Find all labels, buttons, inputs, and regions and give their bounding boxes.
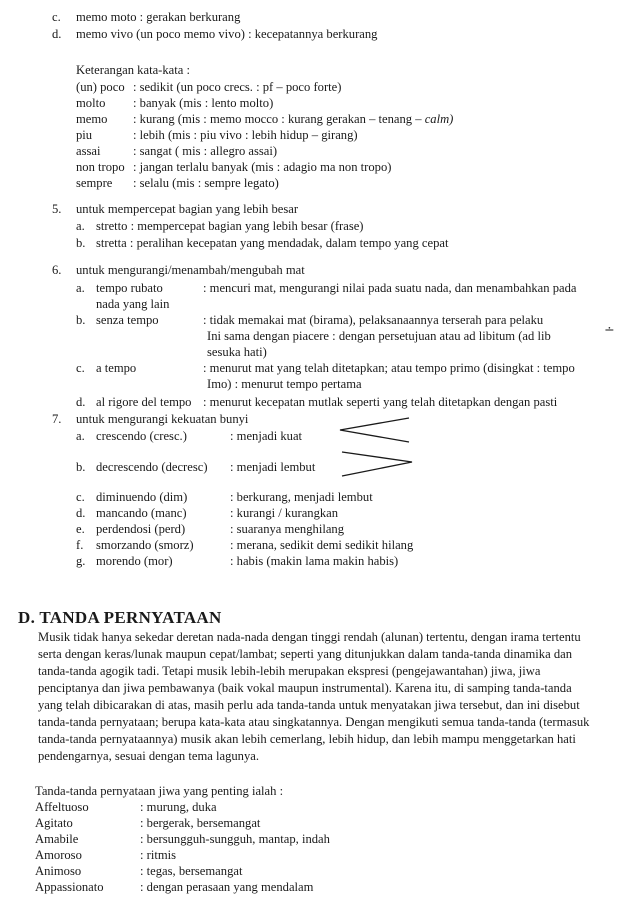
term: crescendo (cresc.) [96, 429, 187, 443]
paragraph-line: Musik tidak hanya sekedar deretan nada-nada dengan tinggi rendah (alunan) tertentu, dengan irama tertentu [38, 630, 581, 644]
section-number: 7. [52, 412, 62, 426]
term: sempre [76, 176, 113, 190]
term-desc: : lebih (mis : piu vivo : lebih hidup – girang) [133, 128, 358, 142]
term-desc: : menjadi lembut [230, 460, 316, 474]
term-desc: : sangat ( mis : allegro assai) [133, 144, 278, 158]
list-marker: c. [76, 361, 85, 375]
term-desc: : bergerak, bersemangat [140, 816, 261, 830]
term-desc: : bersungguh-sungguh, mantap, indah [140, 832, 330, 846]
term: diminuendo (dim) [96, 490, 188, 504]
term: a tempo [96, 361, 137, 375]
term: decrescendo (decresc) [96, 460, 208, 474]
list-marker: b. [76, 460, 86, 474]
term: Agitato [35, 816, 73, 830]
term: non tropo [76, 160, 125, 174]
term-desc: : suaranya menghilang [230, 522, 345, 536]
term-desc-italic: calm) [424, 112, 454, 126]
list-marker: e. [76, 522, 85, 536]
term-desc: : ritmis [140, 848, 177, 862]
term-desc: : merana, sedikit demi sedikit hilang [230, 538, 414, 552]
decrescendo-hairpin-icon [340, 450, 414, 478]
term-desc: : kurangi / kurangkan [230, 506, 339, 520]
term: perdendosi (perd) [96, 522, 186, 536]
term-desc: : mencuri mat, mengurangi nilai pada suatu nada, dan menambahkan pada [203, 281, 577, 295]
term-desc-cont: Ini sama dengan piacere : dengan persetujuan atau ad libitum (ad lib [207, 329, 551, 343]
term: piu [76, 128, 93, 142]
term: mancando (manc) [96, 506, 187, 520]
term-desc-cont: sesuka hati) [207, 345, 267, 359]
paragraph-line: tanda-tanda pernyataannya) musik akan lebih cemerlang, lebih hidup, dan lebih mampu menggetarkan hati [38, 732, 576, 746]
list-marker: d. [76, 395, 86, 409]
paragraph-line: penciptanya dan jiwa pembawanya (baik vokal maupun instrumental). Karena itu, di samping tanda-tanda [38, 681, 572, 695]
section-heading: untuk mengurangi kekuatan bunyi [76, 412, 249, 426]
term-desc: : berkurang, menjadi lembut [230, 490, 373, 504]
section-heading: untuk mengurangi/menambah/mengubah mat [76, 263, 305, 277]
term-desc [133, 112, 453, 127]
term-desc: : selalu (mis : sempre legato) [133, 176, 279, 190]
term: molto [76, 96, 106, 110]
paragraph-line: yang telah dibicarakan di atas, masih perlu ada tanda-tanda untuk menyatakan jiwa tersebut, dan ini disebut [38, 698, 580, 712]
term-desc: : banyak (mis : lento molto) [133, 96, 274, 110]
term-desc-cont: nada yang lain [96, 297, 170, 311]
list-item: memo moto : gerakan berkurang [76, 10, 241, 24]
list-marker: a. [76, 219, 85, 233]
term: senza tempo [96, 313, 159, 327]
term-desc: : dengan perasaan yang mendalam [140, 880, 314, 894]
list-heading: Tanda-tanda pernyataan jiwa yang penting ialah : [35, 784, 284, 798]
term: Animoso [35, 864, 82, 878]
term-desc: : sedikit (un poco crecs. : pf – poco forte) [133, 80, 342, 94]
term: Appassionato [35, 880, 104, 894]
term: al rigore del tempo [96, 395, 192, 409]
list-marker: d. [76, 506, 86, 520]
list-marker: a. [76, 281, 85, 295]
term: (un) poco [76, 80, 125, 94]
section-title: D. TANDA PERNYATAAN [18, 608, 222, 627]
term-desc-cont: Imo) : menurut tempo pertama [207, 377, 362, 391]
mark-glyph: ∸ [604, 323, 615, 337]
list-item: stretto : mempercepat bagian yang lebih besar (frase) [96, 219, 364, 233]
term: Amoroso [35, 848, 82, 862]
section-number: 6. [52, 263, 62, 277]
term: memo [76, 112, 108, 126]
list-marker: b. [76, 236, 86, 250]
section-number: 5. [52, 202, 62, 216]
term: morendo (mor) [96, 554, 173, 568]
keterangan-heading: Keterangan kata-kata : [76, 63, 190, 77]
term: assai [76, 144, 101, 158]
section-heading: untuk mempercepat bagian yang lebih besar [76, 202, 299, 216]
term-desc: : menurut kecepatan mutlak seperti yang telah ditetapkan dengan pasti [203, 395, 558, 409]
list-item: memo vivo (un poco memo vivo) : kecepatannya berkurang [76, 27, 378, 41]
term: Amabile [35, 832, 79, 846]
list-marker: d. [52, 27, 62, 41]
term-desc: : tegas, bersemangat [140, 864, 243, 878]
paragraph-line: serta dengan keras/lunak maupun cepat/lambat; seperti yang ditunjukkan dalam tanda-tanda dinamika dan [38, 647, 572, 661]
term-desc: : jangan terlalu banyak (mis : adagio ma non tropo) [133, 160, 392, 174]
list-marker: g. [76, 554, 86, 568]
term-desc: : menjadi kuat [230, 429, 303, 443]
list-marker: c. [76, 490, 85, 504]
list-marker: b. [76, 313, 86, 327]
paragraph-line: pendengarnya, sesuai dengan tema lagunya. [38, 749, 260, 763]
paragraph-line: tanda-tanda agogik tadi. Tetapi musik lebih-lebih merupakan ekspresi (pengejawantahan) jiwa, jiwa [38, 664, 541, 678]
list-marker: f. [76, 538, 84, 552]
term: Affeltuoso [35, 800, 89, 814]
term-desc: : murung, duka [140, 800, 217, 814]
term-desc: : menurut mat yang telah ditetapkan; atau tempo primo (disingkat : tempo [203, 361, 575, 375]
term: smorzando (smorz) [96, 538, 194, 552]
term: tempo rubato [96, 281, 163, 295]
term-desc-text: : kurang (mis : memo mocco : kurang gerakan – tenang – [133, 112, 422, 126]
term-desc: : tidak memakai mat (birama), pelaksanaannya terserah para pelaku [203, 313, 544, 327]
term-desc: : habis (makin lama makin habis) [230, 554, 399, 568]
list-marker: c. [52, 10, 61, 24]
paragraph-line: tanda-tanda pernyataan; berupa kata-kata atau singkatannya. Dengan mengikuti semua tanda-tanda (termasuk [38, 715, 590, 729]
crescendo-hairpin-icon [338, 416, 410, 444]
list-marker: a. [76, 429, 85, 443]
list-item: stretta : peralihan kecepatan yang mendadak, dalam tempo yang cepat [96, 236, 449, 250]
